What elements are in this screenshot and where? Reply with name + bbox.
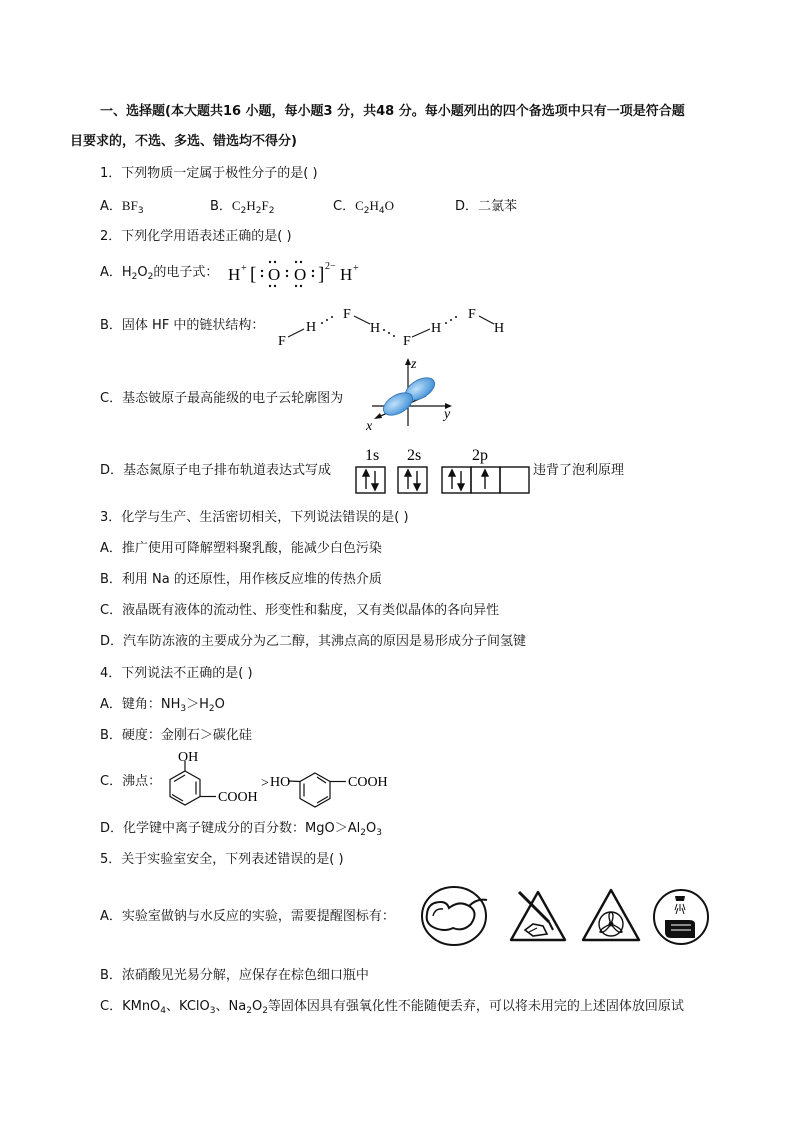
nitrogen-orbital-diagram [352, 443, 532, 499]
hand-washing-icon [651, 886, 711, 948]
formula-charge: 2− [325, 261, 336, 272]
svg-text:H: H [306, 320, 317, 335]
q1-option-a: A．$BF_3$ [100, 198, 144, 216]
q1-option-d: D．二氯苯 [455, 199, 518, 214]
carboxyl-label-ortho: COOH [218, 790, 258, 805]
svg-text:F: F [278, 334, 286, 349]
q4-stem: 4．下列说法不正确的是( ) [100, 666, 253, 681]
beryllium-orbital-diagram [364, 356, 464, 432]
formula-plus-left: + [241, 263, 247, 274]
svg-text:F: F [468, 307, 476, 322]
hydroxyl-label-para: HO [270, 775, 291, 790]
formula-o1: O [268, 265, 281, 284]
q5-option-b: B．浓硝酸见光易分解，应保存在棕色细口瓶中 [100, 968, 369, 983]
orbital-1s-label: 1s [365, 447, 380, 464]
formula-bracket-left: [ [250, 264, 257, 285]
svg-text:F: F [403, 334, 411, 349]
q5-option-a: A．实验室做钠与水反应的实验，需要提醒图标有： [100, 909, 395, 924]
svg-text:H: H [370, 321, 381, 336]
section-header-line2: 目要求的，不选、多选、错选均不得分) [70, 134, 297, 149]
hydroxyl-label-ortho: OH [178, 752, 199, 765]
q2-option-d: D．基态氮原子电子排布轨道表达式写成 [100, 463, 332, 478]
q2-stem: 2．下列化学用语表述正确的是( ) [100, 229, 292, 244]
formula-o2: O [294, 265, 307, 284]
sharp-object-icon [507, 886, 569, 948]
section-header-line1: 一、选择题(本大题共16 小题，每小题3 分，共48 分。每小题列出的四个备选项中只有一项是符合题 [100, 104, 685, 119]
q3-option-d: D．汽车防冻液的主要成分为乙二醇，其沸点高的原因是易形成分子间氢键 [100, 634, 527, 649]
q3-option-a: A．推广使用可降解塑料聚乳酸，能减少白色污染 [100, 541, 382, 556]
carboxyl-label-para: COOH [348, 775, 388, 790]
q4-option-b: B．硬度：金刚石＞碳化硅 [100, 728, 252, 743]
q3-option-c: C．液晶既有液体的流动性、形变性和黏度，又有类似晶体的各向异性 [100, 603, 500, 618]
q1-option-c: C．$C_2H_4O$ [333, 198, 394, 216]
greater-than-sign: > [261, 776, 269, 791]
q1-option-b: B．$C_2H_2F_2$ [210, 198, 275, 216]
q2-option-c: C．基态铍原子最高能级的电子云轮廓图为 [100, 391, 344, 406]
q3-stem: 3．化学与生产、生活密切相关，下列说法错误的是( ) [100, 510, 409, 525]
hydroxybenzoic-acid-structures [160, 752, 430, 810]
formula-h-right: H [340, 265, 353, 284]
q5-stem: 5．关于实验室安全，下列表述错误的是( ) [100, 852, 344, 867]
q5-option-c: C．KMnO$_4$、KClO$_3$、$Na_2O_2$等固体因具有强氧化性不能随便丢弃，可以将未用完的上述固体放回原试 [100, 999, 684, 1016]
q2-option-b: B．固体 HF 中的链状结构： [100, 318, 265, 333]
q1-stem: 1．下列物质一定属于极性分子的是( ) [100, 166, 318, 181]
formula-h-left: H [228, 265, 241, 284]
q3-option-b: B．利用 Na 的还原性，用作核反应堆的传热介质 [100, 572, 382, 587]
axis-x-label: x [366, 419, 373, 432]
h2o2-electron-formula [226, 255, 366, 291]
q1-options [100, 197, 517, 216]
axis-y-label: y [444, 407, 451, 422]
hf-chain-structure [270, 300, 520, 350]
q4-option-d: D．化学键中离子键成分的百分数：$MgO>Al_2O_3$ [100, 821, 382, 838]
orbital-2s-label: 2s [407, 447, 422, 464]
q4-option-c: C．沸点： [100, 774, 162, 789]
orbital-2p-label: 2p [472, 447, 488, 464]
ventilation-fan-icon [580, 886, 642, 948]
svg-text:H: H [494, 321, 505, 336]
svg-text:H: H [431, 321, 442, 336]
q4-option-a: A．键角：$NH_3>H_2O$ [100, 697, 225, 714]
svg-text:F: F [343, 307, 351, 322]
q2-option-a: A．$H_2O_2$的电子式： [100, 265, 219, 282]
formula-bracket-right: ] [318, 264, 325, 285]
goggles-icon [419, 884, 489, 948]
q2-option-d-suffix: 违背了泡利原理 [533, 463, 625, 478]
formula-plus-right: + [353, 263, 359, 274]
axis-z-label: z [411, 357, 417, 372]
